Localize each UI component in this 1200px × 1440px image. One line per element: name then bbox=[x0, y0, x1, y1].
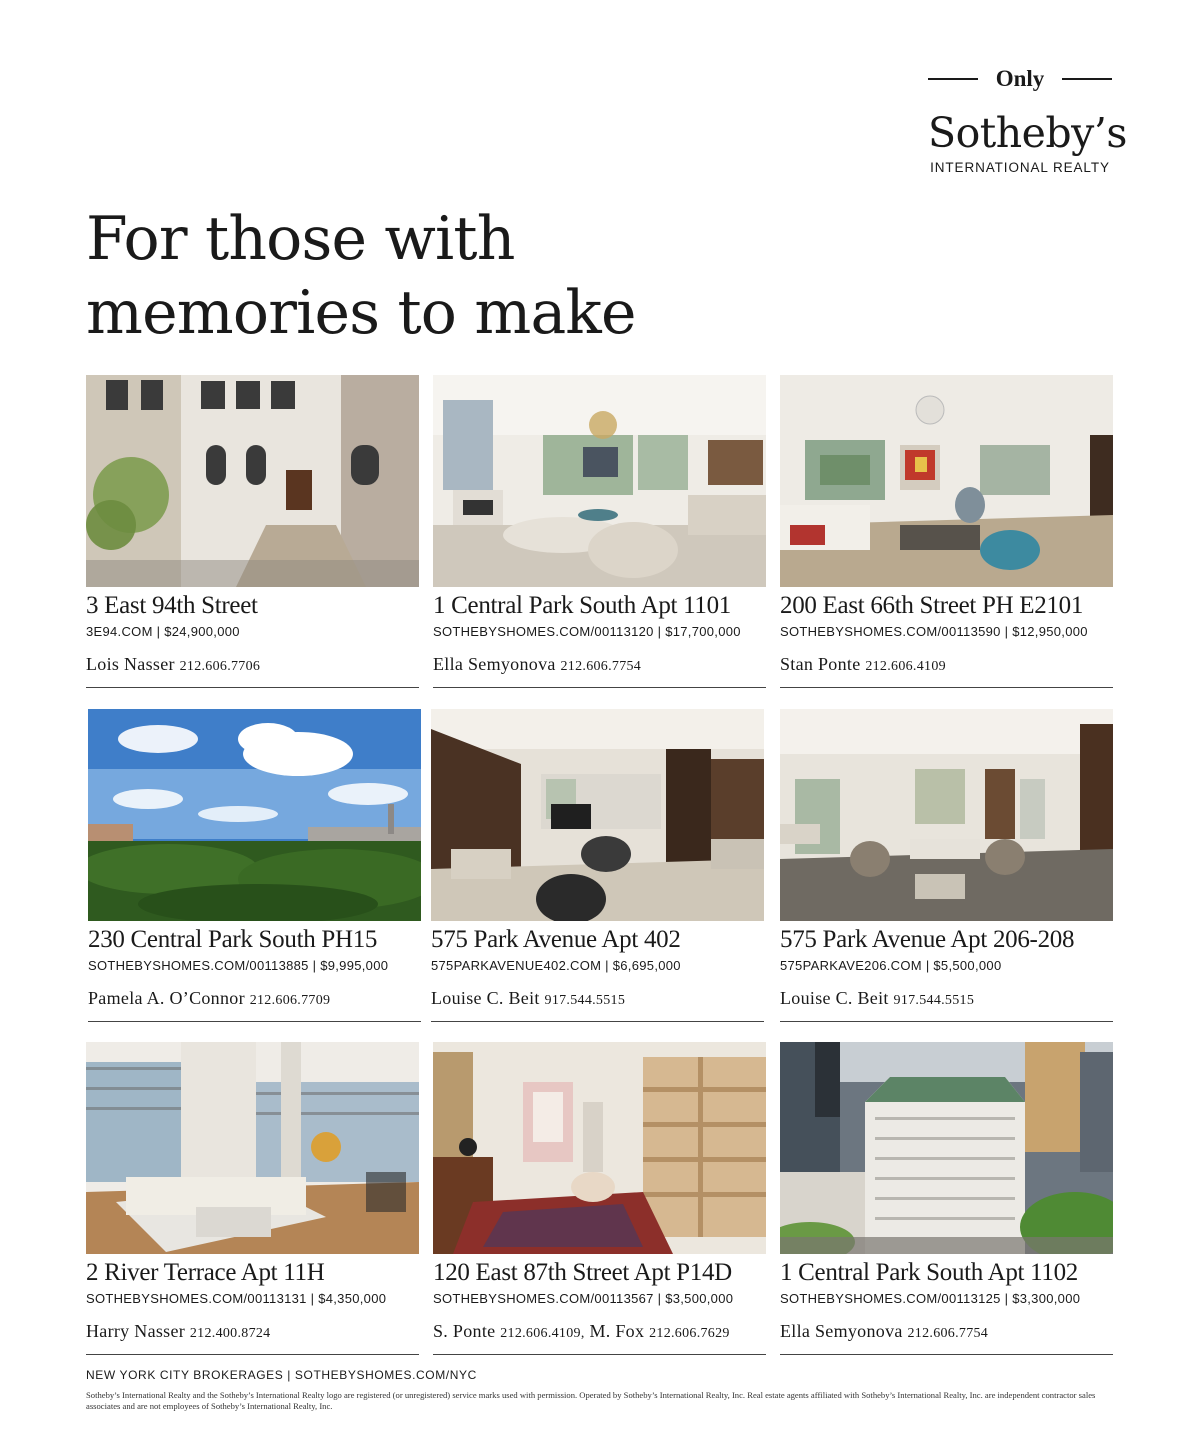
agent-name: Ella Semyonova bbox=[433, 654, 556, 674]
headline-line-2: memories to make bbox=[86, 278, 636, 348]
listing-address: 575 Park Avenue Apt 402 bbox=[431, 926, 681, 953]
page-footer bbox=[86, 1368, 1116, 1412]
logo-subtitle: INTERNATIONAL REALTY bbox=[930, 160, 1110, 175]
agent-name-2: M. Fox bbox=[589, 1321, 645, 1341]
listing-divider bbox=[86, 1354, 419, 1355]
agent-name: Ella Semyonova bbox=[780, 1321, 903, 1341]
listing-photo-corner-living bbox=[86, 1042, 419, 1254]
listing-photo-living-room bbox=[433, 375, 766, 587]
listing-agent bbox=[86, 652, 419, 679]
listing-agent bbox=[88, 986, 421, 1013]
listing-photo-penthouse bbox=[780, 375, 1113, 587]
listing-card[interactable] bbox=[86, 375, 419, 688]
listing-address: 3 East 94th Street bbox=[86, 592, 258, 619]
brand-logo bbox=[928, 62, 1127, 175]
listing-site-price[interactable]: SOTHEBYSHOMES.COM/00113125 | $3,300,000 bbox=[780, 1291, 1081, 1306]
listing-card[interactable] bbox=[431, 709, 764, 1022]
agent-phone: 212.606.7754 bbox=[560, 659, 642, 674]
agent-name: Louise C. Beit bbox=[780, 988, 889, 1008]
agent-phone: 212.606.4109, bbox=[500, 1326, 585, 1341]
footer-brokerages[interactable]: NEW YORK CITY BROKERAGES | SOTHEBYSHOMES.COM/NYC bbox=[86, 1368, 477, 1382]
agent-phone-2: 212.606.7629 bbox=[649, 1326, 730, 1341]
listing-divider bbox=[780, 687, 1113, 688]
listing-photo-plaza-hotel bbox=[780, 1042, 1113, 1254]
listing-photo-townhouse bbox=[86, 375, 419, 587]
listing-divider bbox=[88, 1021, 421, 1022]
listing-divider bbox=[780, 1354, 1113, 1355]
headline-line-1: For those with bbox=[86, 204, 515, 274]
listing-agent bbox=[433, 1319, 766, 1346]
agent-name: Stan Ponte bbox=[780, 654, 861, 674]
listing-site-price[interactable]: SOTHEBYSHOMES.COM/00113120 | $17,700,000 bbox=[433, 624, 741, 639]
agent-phone: 212.606.7754 bbox=[907, 1326, 989, 1341]
agent-phone: 917.544.5515 bbox=[544, 993, 626, 1008]
listing-divider bbox=[433, 687, 766, 688]
listing-card[interactable] bbox=[88, 709, 421, 1022]
listing-agent bbox=[86, 1319, 419, 1346]
agent-phone: 917.544.5515 bbox=[893, 993, 975, 1008]
listing-card[interactable] bbox=[780, 709, 1113, 1022]
listing-photo-library bbox=[433, 1042, 766, 1254]
listing-agent bbox=[780, 652, 1113, 679]
logo-tagline-row bbox=[928, 62, 1112, 96]
listing-card[interactable] bbox=[86, 1042, 419, 1355]
listing-card[interactable] bbox=[433, 375, 766, 688]
listing-card[interactable] bbox=[780, 375, 1113, 688]
listing-divider bbox=[431, 1021, 764, 1022]
listing-site-price[interactable]: 575PARKAVENUE402.COM | $6,695,000 bbox=[431, 958, 681, 973]
agent-phone: 212.606.7706 bbox=[179, 659, 261, 674]
listing-address: 120 East 87th Street Apt P14D bbox=[433, 1259, 732, 1286]
listing-site-price[interactable]: 575PARKAVE206.COM | $5,500,000 bbox=[780, 958, 1002, 973]
listing-divider bbox=[433, 1354, 766, 1355]
listing-site-price[interactable]: SOTHEBYSHOMES.COM/00113131 | $4,350,000 bbox=[86, 1291, 387, 1306]
listing-photo-wood-panel bbox=[431, 709, 764, 921]
listing-divider bbox=[86, 687, 419, 688]
listing-agent bbox=[780, 1319, 1113, 1346]
listing-agent bbox=[433, 652, 766, 679]
listing-divider bbox=[780, 1021, 1113, 1022]
listing-address: 1 Central Park South Apt 1101 bbox=[433, 592, 732, 619]
listing-site-price[interactable]: 3E94.COM | $24,900,000 bbox=[86, 624, 240, 639]
listing-address: 575 Park Avenue Apt 206-208 bbox=[780, 926, 1075, 953]
tagline-rule-right bbox=[1062, 78, 1112, 80]
listing-site-price[interactable]: SOTHEBYSHOMES.COM/00113567 | $3,500,000 bbox=[433, 1291, 734, 1306]
logo-tagline: Only bbox=[995, 66, 1045, 91]
listing-address: 2 River Terrace Apt 11H bbox=[86, 1259, 325, 1286]
listing-agent bbox=[780, 986, 1113, 1013]
agent-name: S. Ponte bbox=[433, 1321, 496, 1341]
page-headline bbox=[86, 202, 636, 350]
listing-card[interactable] bbox=[780, 1042, 1113, 1355]
tagline-rule-left bbox=[928, 78, 978, 80]
listing-photo-grand-salon bbox=[780, 709, 1113, 921]
listing-address: 1 Central Park South Apt 1102 bbox=[780, 1259, 1079, 1286]
listing-site-price[interactable]: SOTHEBYSHOMES.COM/00113885 | $9,995,000 bbox=[88, 958, 389, 973]
agent-name: Pamela A. O’Connor bbox=[88, 988, 245, 1008]
footer-legal-disclaimer: Sotheby’s International Realty and the Sotheby’s International Realty logo are registered (or unregistered) service marks used with permission. Operated by Sotheby’s International Realty, Inc. Real estate agents affiliated with Sotheby’s International Realty, Inc. are independent contractor sales associates and are not employees of Sotheby’s International Realty, Inc. bbox=[86, 1390, 1096, 1411]
logo-wordmark: Sotheby’s bbox=[928, 109, 1127, 157]
listing-agent bbox=[431, 986, 764, 1013]
agent-name: Harry Nasser bbox=[86, 1321, 186, 1341]
agent-name: Lois Nasser bbox=[86, 654, 175, 674]
agent-phone: 212.606.7709 bbox=[249, 993, 331, 1008]
listing-photo-central-park bbox=[88, 709, 421, 921]
agent-phone: 212.400.8724 bbox=[189, 1326, 271, 1341]
listing-card[interactable] bbox=[433, 1042, 766, 1355]
listing-address: 200 East 66th Street PH E2101 bbox=[780, 592, 1084, 619]
agent-phone: 212.606.4109 bbox=[865, 659, 946, 674]
listing-address: 230 Central Park South PH15 bbox=[88, 926, 378, 953]
listing-site-price[interactable]: SOTHEBYSHOMES.COM/00113590 | $12,950,000 bbox=[780, 624, 1088, 639]
agent-name: Louise C. Beit bbox=[431, 988, 540, 1008]
